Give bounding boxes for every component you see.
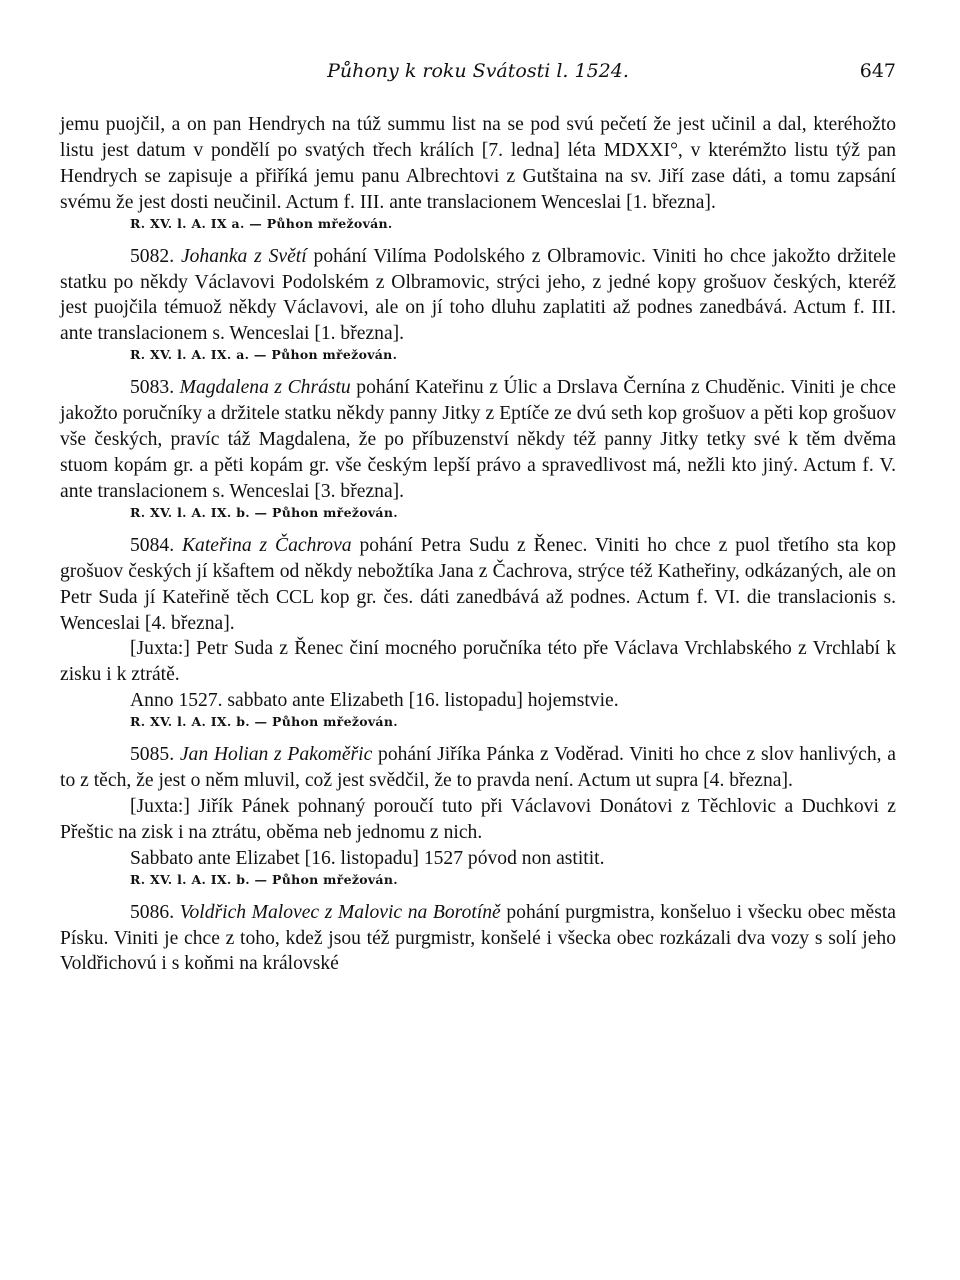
entry-note: Sabbato ante Elizabet [16. listopadu] 1527 póvod non astitit. [130,847,605,869]
entry-number: 5084. [130,534,175,556]
entry-number: 5082. [130,245,175,267]
entry [60,900,896,978]
entry-paragraph [60,244,896,348]
entry-text: pohání Jiříka Pánka z Voděrad. Viniti ho chce z slov hanlivých, a to z těch, že jest o něm mluvil, což jest svědčil, že to pravda není. Actum ut supra [4. března]. [60,744,896,792]
entry-number: 5086. [130,901,175,923]
entry-party-name: Kateřina z Čachrova [181,534,352,556]
archive-reference: R. XV. l. A. IX. b. — Půhon mřežován. [130,504,398,520]
entry-number: 5085. [130,744,175,766]
entry-text: pohání Vilíma Podolského z Olbramovic. Viniti ho chce jakožto držitele statku po někdy Václavovi Podolském z Olbramovic, strýci jeho, z jedné kopy grošuov českých, kteréž jest puojčila témuož někdy Václavovi, ale on jí toho dluhu zaplatiti až podnes zanedbává. Actum f. III. ante translacionem s. Wenceslai [1. března]. [60,245,896,345]
archive-reference: R. XV. l. A. IX. a. — Půhon mřežován. [130,347,398,363]
intro-paragraph: jemu puojčil, a on pan Hendrych na túž summu list na se pod svú pečetí že jest učinil a dal, kteréhožto listu jest datum v pondělí po svatých třech králích [7. ledna] léta MDXXI°, v kterémžto listu týž pan Hendrych se zapisuje a přiříká jemu panu Albrechtovi z Gutštaina na sv. Jiří zase dáti, a tomu zapsání svému že jest dosti neučinil. Actum f. III. ante translacionem Wenceslai [1. března]. [60,114,896,213]
archive-reference: R. XV. l. A. IX. b. — Půhon mřežován. [130,871,398,887]
entry [60,375,896,521]
entry-number: 5083. [130,377,175,399]
entry-party-name: Voldřich Malovec z Malovic na Borotíně [179,901,501,923]
entry-note: [Juxta:] Jiřík Pánek pohnaný poroučí tuto při Václavovi Donátovi z Těchlovic a Duchkovi z Přeštic na zisk i na ztrátu, oběma neb jednomu z nich. [60,795,896,843]
entry-party-name: Johanka z Světí [180,245,307,267]
entries-list [60,244,896,978]
entry-note: Anno 1527. sabbato ante Elizabeth [16. listopadu] hojemstvie. [130,690,619,712]
entry [60,244,896,364]
entry-paragraph [60,533,896,637]
page-body [60,112,896,977]
archive-reference: R. XV. l. A. IX. b. — Půhon mřežován. [130,714,398,730]
entry-paragraph [60,742,896,794]
page-number: 647 [859,60,896,82]
entry [60,533,896,730]
page-header [60,56,896,86]
entry-text: pohání purgmistra, konšeluo i všecku obec města Písku. Viniti je chce z toho, kdež jsou též purgmistr, konšelé i všecka obec rozkázali dva vozy s solí jeho Voldřichovú i s koňmi na královské [60,901,896,975]
entry-text: pohání Kateřinu z Úlic a Drslava Černína z Chuděnic. Viniti je chce jakožto poručníky a držitele statku někdy panny Jitky z Eptíče ze dvú seth kop grošuov a pěti kop grošuov vše českých, pravíc táž Magdalena, že po příbuzenství někdy též panny Jitky tetky své k těm dvěma stuom kopám gr. a pěti kopám gr. vše českým lepší právo a spravedlivost má, nežli kto jiný. Actum f. V. ante translacionem s. Wenceslai [3. března]. [60,377,896,502]
entry-note: [Juxta:] Petr Suda z Řenec činí mocného poručníka této pře Václava Vrchlabského z Vrchlabí k zisku i k ztrátě. [60,638,896,686]
entry-party-name: Magdalena z Chrástu [179,377,351,399]
entry-paragraph [60,900,896,978]
entry-party-name: Jan Holian z Pakoměřic [179,744,373,766]
entry [60,742,896,888]
archive-reference: R. XV. l. A. IX a. — Půhon mřežován. [130,215,393,231]
entry-text: pohání Petra Sudu z Řenec. Viniti ho chce z puol třetího sta kop grošuov českých jí kšaftem od někdy nebožtíka Jana z Čachrova, strýce též Kathеřiny, odkázaných, ale on Petr Suda jí Kateřině těch CCL kop gr. čes. dáti zanedbává až podnes. Actum f. VI. die translacionis s. Wenceslai [4. března]. [60,534,896,634]
running-title: Půhony k roku Svátosti l. 1524. [327,60,629,82]
entry-paragraph [60,375,896,505]
